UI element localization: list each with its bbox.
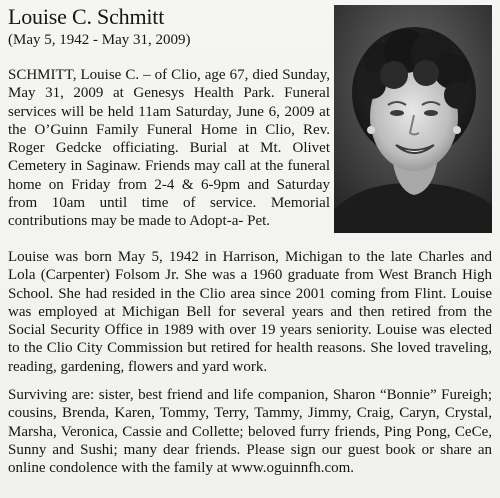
obituary-title: Louise C. Schmitt — [8, 4, 165, 29]
obituary-paragraph-intro: SCHMITT, Louise C. – of Clio, age 67, died Sunday, May 31, 2009 at Genesys Health Park. Funeral services will be held 11am Saturday, June 6, 2009 at the O’Guinn Family Funeral Home in Clio, Rev. Roger Gedcke officiating. Burial at Mt. Olivet Cemetery in Saginaw. Friends may call at the funeral home on Friday from 2-4 & 6-9pm and Saturday from 10am until time of service. Memorial contributions may be made to Adopt-a- Pet. — [8, 67, 330, 230]
obituary-paragraph-survivors: Surviving are: sister, best friend and life companion, Sharon “Bonnie” Fureigh; cousins, Brenda, Karen, Tommy, Terry, Tammy, Jimmy, Craig, Caryn, Crystal, Marsha, Veronica, Cassie and Collette; beloved furry friends, Ping Pong, CeCe, Sunny and Sushi; many dear friends. Please sign our guest book or share an online condolence with the family at www.oguinnfh.com. — [8, 387, 492, 477]
portrait-image — [334, 5, 492, 233]
portrait-photo — [334, 5, 492, 233]
obituary-dates: (May 5, 1942 - May 31, 2009) — [8, 32, 191, 48]
obituary-paragraph-biography: Louise was born May 5, 1942 in Harrison, Michigan to the late Charles and Lola (Carpenter) Folsom Jr. She was a 1960 graduate from West Branch High School. She had resided in the Clio area since 2001 coming from Flint. Louise was employed at Michigan Bell for several years and then retired from the Social Security Office in 1989 with over 19 years seniority. Louise was elected to the Clio City Commission but retired for health reasons. She loved traveling, reading, gardening, flowers and yard work. — [8, 249, 492, 375]
